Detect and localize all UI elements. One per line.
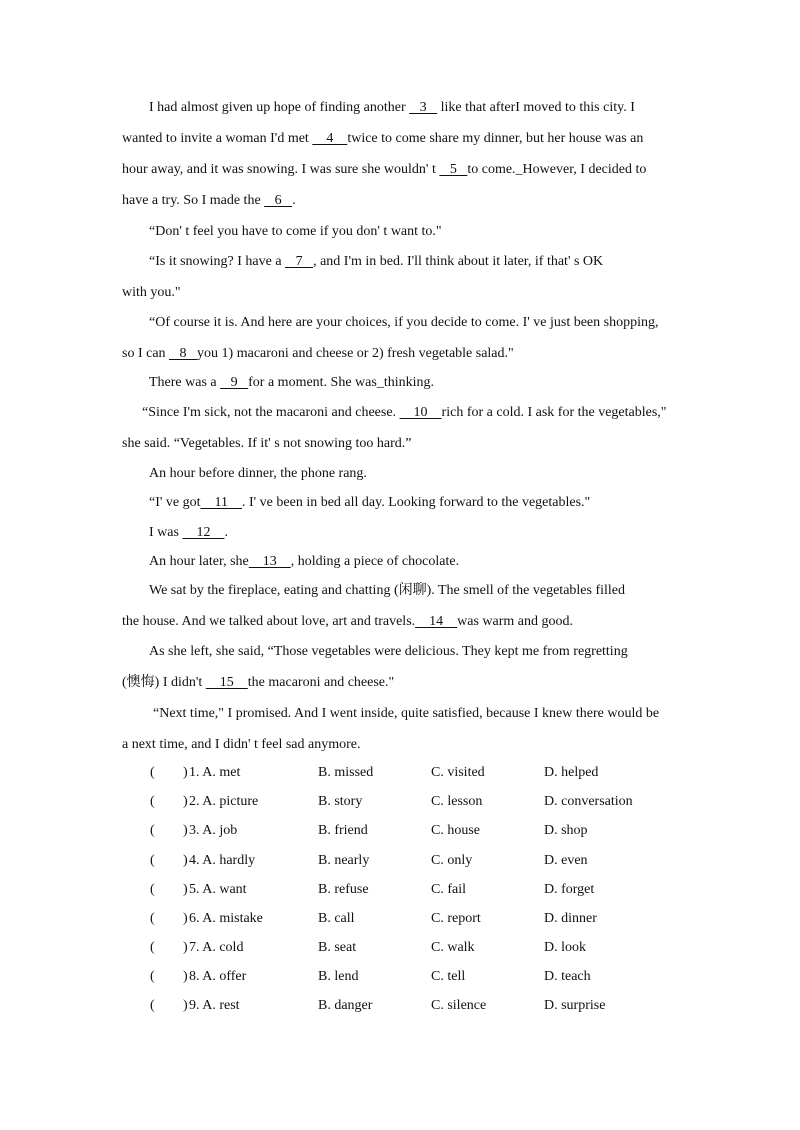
passage-paragraph-5 [122, 367, 678, 398]
passage-line [122, 397, 678, 428]
passage-text: . [292, 193, 296, 208]
option-a: 1. A. met [189, 765, 241, 780]
option-c: C. only [431, 853, 473, 868]
option-b: B. lend [318, 969, 359, 984]
answer-paren: ( [150, 882, 155, 897]
passage-paragraph-4 [122, 307, 678, 369]
answer-paren-close: ) [183, 940, 188, 955]
option-c: C. fail [431, 882, 466, 897]
passage-line [122, 517, 678, 548]
option-c: C. house [431, 823, 480, 838]
question-row-1 [0, 758, 800, 787]
question-row-5 [0, 875, 800, 904]
answer-paren-close: ) [183, 823, 188, 838]
passage-text: to come._However, I decided to [467, 162, 647, 177]
question-row-7 [0, 933, 800, 962]
passage-text: There was a [149, 375, 221, 390]
answer-paren-close: ) [183, 882, 188, 897]
passage-text: . I' ve been in bed all day. Looking forward to the vegetables." [242, 495, 591, 510]
passage-line [122, 154, 678, 185]
passage-paragraph-1 [122, 92, 678, 216]
answer-paren-close: ) [183, 853, 188, 868]
passage-text: I was [149, 525, 183, 540]
blank-15: 15 [205, 675, 248, 690]
answer-paren: ( [150, 823, 155, 838]
passage-line [122, 338, 678, 369]
option-b: B. friend [318, 823, 368, 838]
passage-text: (懊悔) I didn't [122, 675, 206, 690]
passage-text: was warm and good. [457, 614, 574, 629]
blank-6: 6 [264, 193, 293, 208]
answer-paren-close: ) [183, 794, 188, 809]
passage-text: hour away, and it was snowing. I was sure she wouldn' t [122, 162, 440, 177]
answer-paren: ( [150, 998, 155, 1013]
option-d: D. teach [544, 969, 591, 984]
passage-line [122, 606, 678, 637]
blank-5: 5 [439, 162, 468, 177]
option-a: 3. A. job [189, 823, 238, 838]
passage-paragraph-12 [122, 636, 678, 698]
passage-line: An hour before dinner, the phone rang. [149, 466, 367, 481]
passage-text: . [224, 525, 228, 540]
blank-8: 8 [169, 346, 198, 361]
passage-text: rich for a cold. I ask for the vegetables," [441, 405, 667, 420]
passage-line [122, 92, 678, 123]
option-b: B. missed [318, 765, 374, 780]
blank-14: 14 [415, 614, 458, 629]
passage-paragraph-3 [122, 246, 678, 308]
passage-text: , holding a piece of chocolate. [290, 554, 460, 569]
blank-9: 9 [220, 375, 249, 390]
option-b: B. refuse [318, 882, 369, 897]
option-b: B. call [318, 911, 355, 926]
option-c: C. visited [431, 765, 485, 780]
passage-line [122, 246, 678, 277]
passage-text: wanted to invite a woman I'd met [122, 131, 313, 146]
answer-paren: ( [150, 765, 155, 780]
passage-text: “I' ve got [149, 495, 201, 510]
passage-line [122, 367, 678, 398]
passage-line: We sat by the fireplace, eating and chatting (闲聊). The smell of the vegetables filled [149, 583, 625, 598]
answer-paren: ( [150, 969, 155, 984]
blank-13: 13 [248, 554, 291, 569]
passage-text: the macaroni and cheese." [247, 675, 395, 690]
passage-line: “Of course it is. And here are your choices, if you decide to come. I' ve just been shopping, [149, 315, 659, 330]
passage-text: twice to come share my dinner, but her house was an [347, 131, 644, 146]
question-row-4 [0, 846, 800, 875]
passage-text: “Is it snowing? I have a [149, 254, 286, 269]
passage-line: she said. “Vegetables. If it' s not snowing too hard.” [122, 436, 412, 451]
option-b: B. story [318, 794, 363, 809]
blank-10: 10 [399, 405, 442, 420]
passage-paragraph-8 [122, 487, 678, 518]
passage-line [122, 546, 678, 577]
option-c: C. lesson [431, 794, 483, 809]
option-d: D. conversation [544, 794, 633, 809]
passage-line [122, 185, 678, 216]
passage-line: with you." [122, 285, 181, 300]
passage-line [122, 487, 678, 518]
passage-line [122, 123, 678, 154]
blank-3: 3 [409, 100, 438, 115]
passage-line: a next time, and I didn' t feel sad anymore. [122, 737, 361, 752]
option-a: 7. A. cold [189, 940, 244, 955]
blank-7: 7 [285, 254, 314, 269]
answer-paren: ( [150, 940, 155, 955]
answer-paren: ( [150, 911, 155, 926]
option-b: B. seat [318, 940, 357, 955]
answer-paren-close: ) [183, 911, 188, 926]
option-b: B. nearly [318, 853, 370, 868]
blank-4: 4 [312, 131, 348, 146]
passage-text: “Since I'm sick, not the macaroni and cheese. [142, 405, 400, 420]
answer-paren-close: ) [183, 969, 188, 984]
passage-paragraph-7 [122, 458, 678, 489]
passage-text: An hour later, she [149, 554, 249, 569]
question-row-8 [0, 962, 800, 991]
passage-line [122, 667, 678, 698]
passage-text: I had almost given up hope of finding another [149, 100, 410, 115]
passage-paragraph-10 [122, 546, 678, 577]
option-d: D. helped [544, 765, 599, 780]
passage-line: “Next time," I promised. And I went inside, quite satisfied, because I knew there would be [153, 706, 660, 721]
passage-text: have a try. So I made the [122, 193, 265, 208]
answer-paren: ( [150, 794, 155, 809]
option-d: D. surprise [544, 998, 606, 1013]
option-d: D. dinner [544, 911, 597, 926]
answer-paren: ( [150, 853, 155, 868]
passage-paragraph-13 [122, 698, 678, 760]
passage-text: , and I'm in bed. I'll think about it later, if that' s OK [313, 254, 604, 269]
option-a: 5. A. want [189, 882, 247, 897]
blank-12: 12 [182, 525, 225, 540]
passage-text: so I can [122, 346, 170, 361]
option-b: B. danger [318, 998, 373, 1013]
passage-line: “Don' t feel you have to come if you don' t want to." [149, 224, 442, 239]
option-c: C. tell [431, 969, 466, 984]
option-c: C. walk [431, 940, 475, 955]
passage-paragraph-9 [122, 517, 678, 548]
passage-paragraph-6 [122, 397, 678, 459]
passage-text: like that afterI moved to this city. I [437, 100, 635, 115]
option-c: C. silence [431, 998, 487, 1013]
option-a: 2. A. picture [189, 794, 259, 809]
option-a: 6. A. mistake [189, 911, 263, 926]
question-row-9 [0, 991, 800, 1020]
option-a: 8. A. offer [189, 969, 247, 984]
answer-paren-close: ) [183, 765, 188, 780]
question-row-3 [0, 816, 800, 845]
passage-line: As she left, she said, “Those vegetables were delicious. They kept me from regretting [149, 644, 628, 659]
blank-11: 11 [200, 495, 242, 510]
option-d: D. look [544, 940, 586, 955]
passage-paragraph-11 [122, 575, 678, 637]
answer-paren-close: ) [183, 998, 188, 1013]
passage-paragraph-2 [122, 216, 678, 247]
question-row-6 [0, 904, 800, 933]
option-a: 9. A. rest [189, 998, 240, 1013]
question-row-2 [0, 787, 800, 816]
option-d: D. even [544, 853, 588, 868]
passage-text: the house. And we talked about love, art and travels. [122, 614, 416, 629]
passage-text: you 1) macaroni and cheese or 2) fresh vegetable salad." [197, 346, 514, 361]
option-a: 4. A. hardly [189, 853, 256, 868]
option-c: C. report [431, 911, 481, 926]
option-d: D. shop [544, 823, 588, 838]
passage-text: for a moment. She was_thinking. [248, 375, 435, 390]
option-d: D. forget [544, 882, 595, 897]
